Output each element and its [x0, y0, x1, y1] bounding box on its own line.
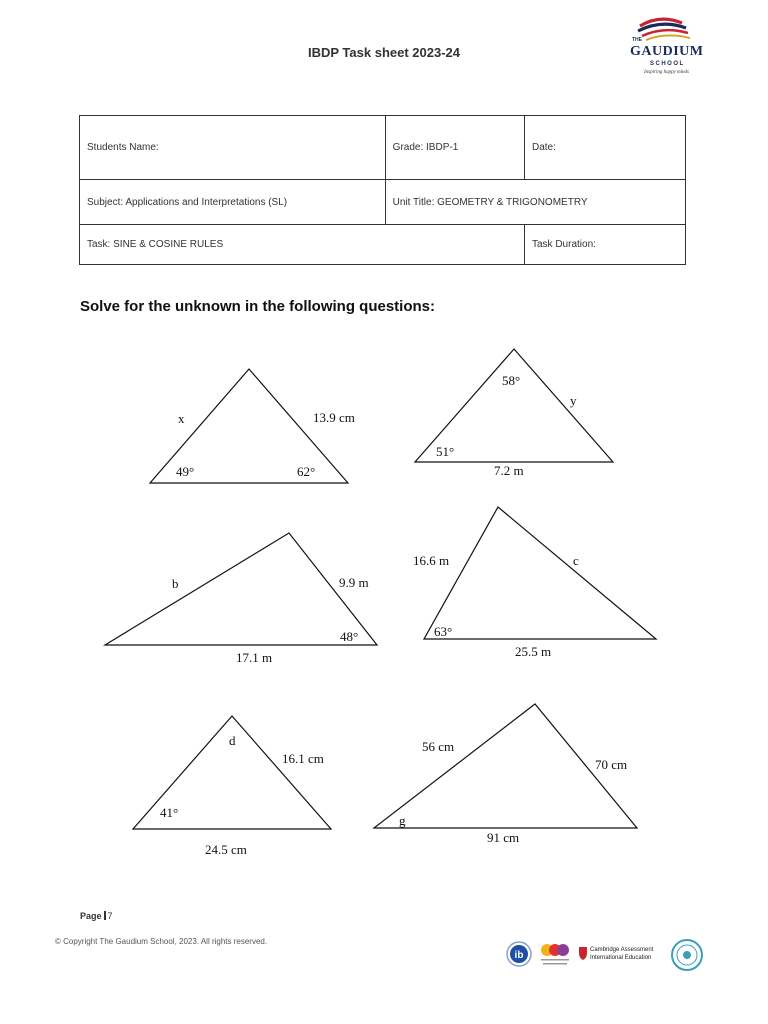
logo-name: GAUDIUM [630, 44, 704, 59]
triangle-5-angle-d: d [229, 733, 236, 748]
page-label: Page [80, 911, 102, 921]
subject-cell: Subject: Applications and Interpretations (SL) [80, 180, 386, 225]
ib-logo-icon [507, 942, 531, 966]
unit-title-cell: Unit Title: GEOMETRY & TRIGONOMETRY [385, 180, 685, 225]
triangle-4-shape [424, 507, 656, 639]
grade-cell: Grade: IBDP-1 [385, 116, 524, 180]
triangle-5-side-right: 16.1 cm [282, 751, 324, 766]
student-name-cell: Students Name: [80, 116, 386, 180]
copyright-notice: © Copyright The Gaudium School, 2023. All rights reserved. [55, 937, 268, 946]
triangle-1-angle-right: 62° [297, 464, 316, 479]
triangle-5-angle-left: 41° [160, 805, 179, 820]
triangle-3-angle-right: 48° [340, 629, 359, 644]
triangle-2-angle-left: 51° [436, 444, 455, 459]
logo-the: THE [632, 37, 642, 43]
triangle-2-base: 7.2 m [494, 463, 524, 478]
triangle-1-angle-left: 49° [176, 464, 195, 479]
logo-tagline: Inspiring happy minds [644, 70, 689, 75]
board-seal-icon [672, 940, 702, 970]
task-cell: Task: SINE & COSINE RULES [80, 225, 525, 265]
triangle-3-side-right: 9.9 m [339, 575, 369, 590]
triangle-1-side-right: 13.9 cm [313, 410, 355, 425]
ib-programmes-icon [541, 944, 569, 965]
triangle-4-side-left: 16.6 m [413, 553, 450, 568]
instruction-heading: Solve for the unknown in the following questions: [80, 298, 435, 315]
triangle-3-base: 17.1 m [236, 650, 273, 665]
triangle-3-shape [105, 533, 377, 645]
ib-logo-letter: ib [514, 950, 524, 961]
task-duration-cell: Task Duration: [525, 225, 686, 265]
triangle-6-side-right: 70 cm [595, 757, 628, 772]
logo-school: SCHOOL [650, 61, 685, 67]
triangle-6-side-left: 56 cm [422, 739, 455, 754]
triangle-2-angle-top: 58° [502, 373, 521, 388]
triangle-5-base: 24.5 cm [205, 842, 247, 857]
triangle-4-side-c: c [573, 553, 579, 568]
page-number [80, 911, 113, 921]
cambridge-logo-icon [579, 947, 654, 961]
triangle-3-side-b: b [172, 576, 179, 591]
triangle-6-base: 91 cm [487, 830, 520, 845]
document-title: IBDP Task sheet 2023-24 [308, 45, 460, 60]
accreditation-logos [505, 936, 710, 976]
cambridge-line-2: International Education [590, 955, 652, 961]
page-number-value: 7 [107, 911, 113, 921]
triangle-6-angle-g: g [399, 813, 406, 828]
cambridge-line-1: Cambridge Assessment [590, 947, 654, 953]
triangle-2-side-y: y [570, 393, 577, 408]
triangle-4-base: 25.5 m [515, 644, 552, 659]
date-cell: Date: [525, 116, 686, 180]
triangle-4-angle-left: 63° [434, 624, 453, 639]
triangle-1-side-x: x [178, 411, 185, 426]
